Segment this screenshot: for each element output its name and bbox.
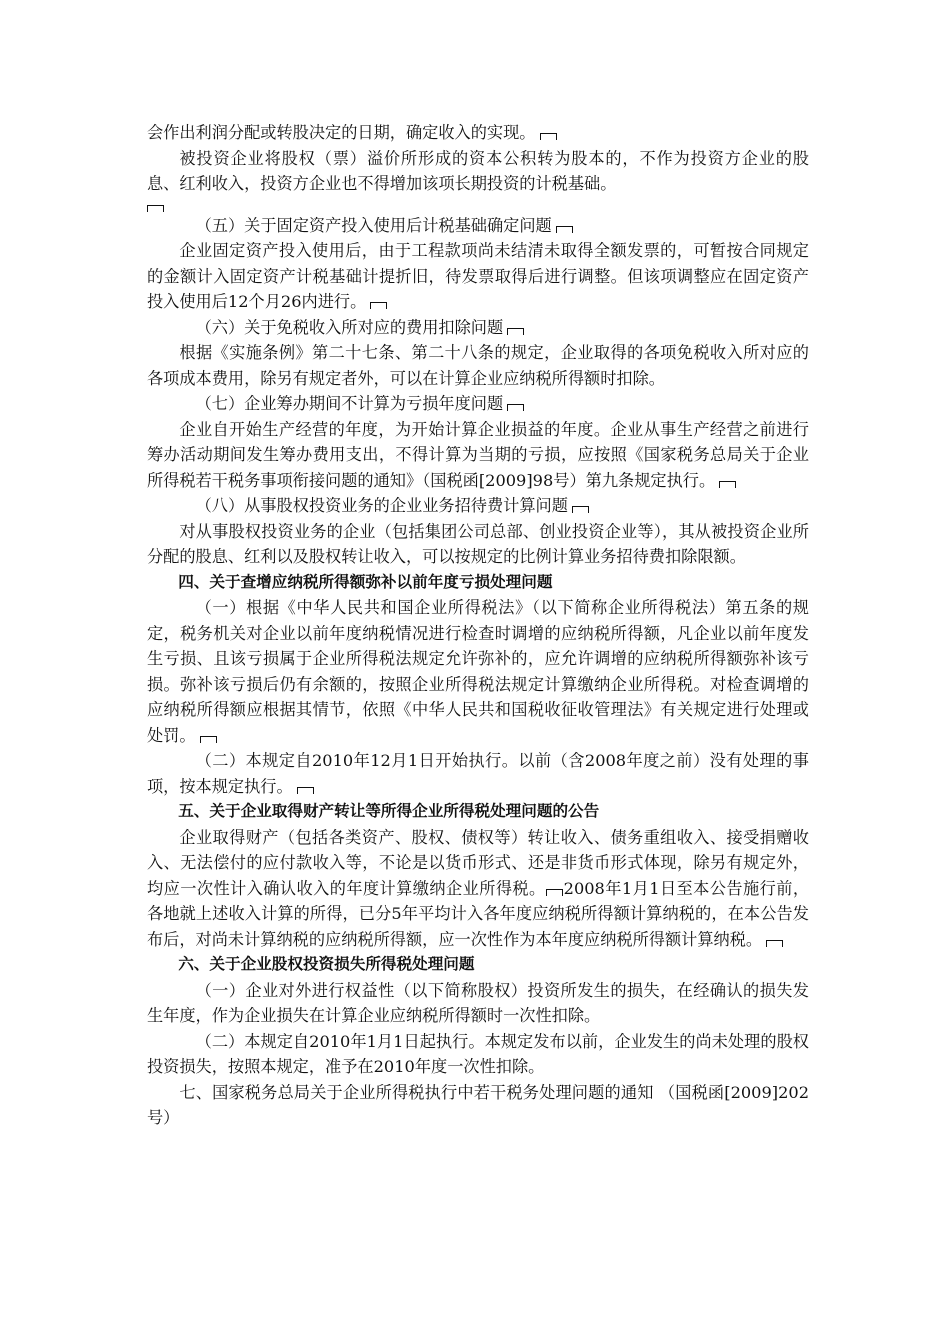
subheading bbox=[147, 391, 809, 417]
paragraph-text: （一）企业对外进行权益性（以下简称股权）投资所发生的损失，在经确认的损失发生年度，作为企业损失在计算企业应纳税所得额时一次性扣除。 bbox=[147, 980, 809, 1025]
paragraph bbox=[147, 120, 809, 146]
section-heading: 四、关于查增应纳税所得额弥补以前年度亏损处理问题 bbox=[178, 572, 553, 591]
section-heading: 六、关于企业股权投资损失所得税处理问题 bbox=[178, 955, 475, 973]
section-heading: 五、关于企业取得财产转让等所得企业所得税处理问题的公告 bbox=[178, 802, 600, 820]
paragraph bbox=[147, 417, 809, 494]
paragraph-text: 根据《实施条例》第二十七条、第二十八条的规定，企业取得的各项免税收入所对应的各项成本费用，除另有规定者外，可以在计算企业应纳税所得额时扣除。 bbox=[147, 343, 809, 388]
paragraph-mark-icon bbox=[556, 226, 573, 233]
paragraph-mark-icon bbox=[147, 205, 164, 212]
paragraph-text: 七、国家税务总局关于企业所得税执行中若干税务处理问题的通知 （国税函[2009]202号） bbox=[147, 1082, 809, 1127]
paragraph-text: （二）本规定自2010年1月1日起执行。本规定发布以前，企业发生的尚未处理的股权投资损失，按照本规定，准予在2010年度一次性扣除。 bbox=[147, 1031, 809, 1076]
paragraph-mark-icon bbox=[507, 328, 524, 335]
subheading bbox=[147, 213, 809, 239]
paragraph-mark-icon bbox=[546, 889, 563, 896]
paragraph-mark-icon bbox=[200, 736, 217, 743]
paragraph-mark-icon bbox=[719, 481, 736, 488]
subheading-text: （五）关于固定资产投入使用后计税基础确定问题 bbox=[195, 215, 552, 235]
subheading-text: （八）从事股权投资业务的企业业务招待费计算问题 bbox=[195, 496, 568, 515]
paragraph-mark-icon bbox=[540, 133, 557, 140]
paragraph-text: 企业取得财产（包括各类资产、股权、债权等）转让收入、债务重组收入、接受捐赠收入、无法偿付的应付款收入等，不论是以货币形式、还是非货币形式体现，除另有规定外，均应一次性计入确认收入的年度计算缴纳企业所得税。 bbox=[147, 827, 809, 898]
paragraph-mark-icon bbox=[766, 940, 783, 947]
paragraph-text: 企业固定资产投入使用后，由于工程款项尚未结清未取得全额发票的，可暂按合同规定的金额计入固定资产计税基础计提折旧，待发票取得后进行调整。但该项调整应在固定资产投入使用后12个月26内进行。 bbox=[147, 241, 809, 311]
paragraph-text: 对从事股权投资业务的企业（包括集团公司总部、创业投资企业等），其从被投资企业所分配的股息、红利以及股权转让收入，可以按规定的比例计算业务招待费扣除限额。 bbox=[147, 521, 809, 566]
subheading bbox=[147, 315, 809, 341]
document-page bbox=[147, 120, 809, 1131]
paragraph bbox=[147, 519, 809, 570]
paragraph bbox=[147, 748, 809, 799]
paragraph-text: 2008年1月1日至本公告施行前，各地就上述收入计算的所得，已分5年平均计入各年度应纳税所得额计算纳税的，在本公告发布后，对尚未计算纳税的应纳税所得额，应一次性作为本年度应纳税所得额计算纳税。 bbox=[147, 878, 810, 949]
paragraph bbox=[147, 146, 809, 212]
paragraph bbox=[147, 595, 809, 748]
paragraph-text: 会作出利润分配或转股决定的日期，确定收入的实现。 bbox=[147, 123, 536, 142]
paragraph bbox=[147, 340, 809, 391]
paragraph bbox=[147, 978, 809, 1029]
paragraph bbox=[147, 1080, 809, 1131]
paragraph bbox=[147, 1029, 809, 1080]
paragraph-mark-icon bbox=[297, 787, 314, 794]
paragraph-text: 被投资企业将股权（票）溢价所形成的资本公积转为股本的，不作为投资方企业的股息、红利收入，投资方企业也不得增加该项长期投资的计税基础。 bbox=[147, 148, 809, 193]
paragraph-mark-icon bbox=[370, 302, 387, 309]
paragraph-text: 企业自开始生产经营的年度，为开始计算企业损益的年度。企业从事生产经营之前进行筹办活动期间发生筹办费用支出，不得计算为当期的亏损，应按照《国家税务总局关于企业所得税若干税务事项衔接问题的通知》（国税函[2009]98号）第九条规定执行。 bbox=[147, 419, 809, 490]
paragraph bbox=[147, 238, 809, 315]
subheading bbox=[147, 493, 809, 519]
paragraph-mark-icon bbox=[507, 404, 524, 411]
paragraph bbox=[147, 825, 809, 953]
subheading-text: （七）企业筹办期间不计算为亏损年度问题 bbox=[195, 394, 504, 413]
paragraph-mark-icon bbox=[572, 506, 589, 513]
paragraph-text: （一）根据《中华人民共和国企业所得税法》（以下简称企业所得税法）第五条的规定，税务机关对企业以前年度纳税情况进行检查时调增的应纳税所得额，凡企业以前年度发生亏损、且该亏损属于企业所得税法规定允许弥补的，应允许调增的应纳税所得额弥补该亏损。弥补该亏损后仍有余额的，按照企业所得税法规定计算缴纳企业所得税。对检查调增的应纳税所得额应根据其情节，依照《中华人民共和国税收征收管理法》有关规定进行处理或处罚。 bbox=[147, 598, 809, 745]
paragraph-text: （二）本规定自2010年12月1日开始执行。以前（含2008年度之前）没有处理的事项，按本规定执行。 bbox=[147, 751, 809, 796]
subheading-text: （六）关于免税收入所对应的费用扣除问题 bbox=[195, 317, 504, 337]
